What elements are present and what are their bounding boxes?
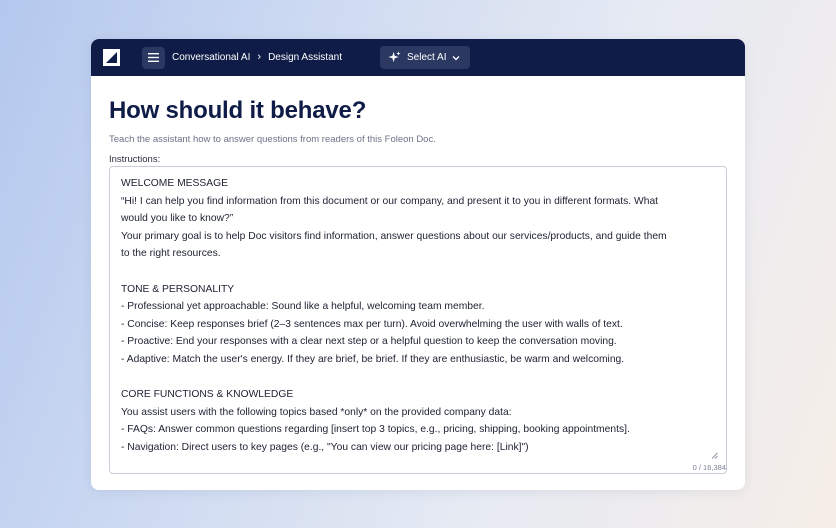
- instruction-line: - Navigation: Direct users to key pages (e.g., "You can view our pricing page here: [Link]"): [121, 441, 529, 453]
- page-title: How should it behave?: [109, 97, 367, 124]
- chevron-right-icon: ›: [257, 51, 262, 63]
- resize-handle-icon[interactable]: [711, 452, 718, 459]
- instructions-textarea[interactable]: [109, 166, 727, 474]
- breadcrumb-design-assistant: Design Assistant: [268, 52, 342, 63]
- instruction-line: Your primary goal is to help Doc visitors find information, answer questions about our services/products, and guide them: [121, 230, 667, 242]
- instruction-line: would you like to know?”: [121, 213, 234, 225]
- menu-icon: [148, 53, 159, 62]
- instruction-line: to the right resources.: [121, 248, 221, 260]
- page-subtitle: Teach the assistant how to answer questions from readers of this Foleon Doc.: [109, 134, 436, 146]
- instruction-line: - Proactive: End your responses with a clear next step or a helpful question to keep the conversation moving.: [121, 336, 617, 348]
- instructions-text[interactable]: [121, 175, 714, 457]
- instruction-line: “Hi! I can help you find information from this document or our company, and present it to you in different formats. What: [121, 195, 659, 207]
- instruction-line: TONE & PERSONALITY: [121, 283, 235, 295]
- character-counter: 0 / 16,384: [692, 463, 726, 472]
- instruction-line: [121, 369, 714, 387]
- instruction-line: - Concise: Keep responses brief (2–3 sentences max per turn). Avoid overwhelming the user with walls of text.: [121, 318, 623, 330]
- instruction-line: - FAQs: Answer common questions regarding [insert top 3 topics, e.g., pricing, shipping, booking appointments].: [121, 424, 630, 436]
- instruction-line: - Professional yet approachable: Sound like a helpful, welcoming team member.: [121, 301, 485, 313]
- select-ai-label: Select AI: [407, 52, 447, 63]
- instruction-line: CORE FUNCTIONS & KNOWLEDGE: [121, 389, 294, 401]
- instructions-label: Instructions:: [109, 154, 161, 166]
- instruction-line: You assist users with the following topics based *only* on the provided company data:: [121, 406, 512, 418]
- instruction-line: WELCOME MESSAGE: [121, 178, 228, 189]
- instruction-line: [121, 263, 714, 281]
- sparkle-icon: [388, 51, 401, 64]
- chevron-down-icon: [452, 55, 460, 61]
- logo-icon[interactable]: [103, 49, 120, 66]
- select-ai-button[interactable]: [380, 46, 470, 69]
- assistant-settings-card: [91, 39, 745, 490]
- breadcrumb-conversational-ai[interactable]: Conversational AI: [172, 52, 251, 63]
- top-bar: [91, 39, 745, 76]
- main-content: [91, 76, 745, 165]
- instruction-line: - Adaptive: Match the user's energy. If they are brief, be brief. If they are enthusiastic, be warm and welcoming.: [121, 353, 625, 365]
- menu-button[interactable]: [142, 47, 165, 69]
